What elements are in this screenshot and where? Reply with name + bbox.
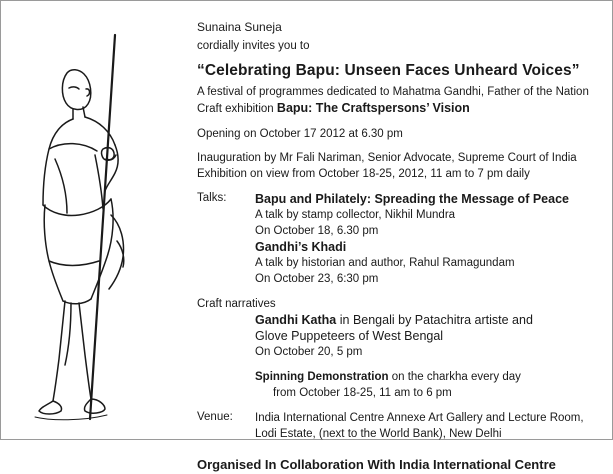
craft-exhibition-title: Bapu: The Craftspersons’ Vision xyxy=(276,101,470,115)
craft-exhibition-prefix: Craft exhibition xyxy=(197,103,274,115)
inauguration-line: Inauguration by Mr Fali Nariman, Senior Advocate, Supreme Court of India xyxy=(197,152,577,164)
sender-name: Sunaina Suneja xyxy=(197,20,282,34)
festival-description: A festival of programmes dedicated to Mahatma Gandhi, Father of the Nation xyxy=(197,86,589,98)
spinning-bold: Spinning Demonstration xyxy=(255,371,389,383)
talk-date-1: On October 18, 6.30 pm xyxy=(255,224,379,237)
talk-speaker-1: A talk by stamp collector, Nikhil Mundra xyxy=(255,209,456,221)
venue-block xyxy=(197,410,605,442)
craft-narratives-title-rest: in Bengali by Patachitra artiste and xyxy=(336,313,533,327)
venue-label: Venue: xyxy=(197,411,233,423)
opening-line: Opening on October 17 2012 at 6.30 pm xyxy=(197,128,403,140)
talk-title-2: Gandhi’s Khadi xyxy=(255,240,347,254)
event-headline: “Celebrating Bapu: Unseen Faces Unheard Voices” xyxy=(197,62,580,79)
talk-speaker-2: A talk by historian and author, Rahul Ramagundam xyxy=(255,257,515,269)
venue-line-2: Lodi Estate, (next to the World Bank), New Delhi xyxy=(255,428,502,440)
spinning-line2: from October 18-25, 11 am to 6 pm xyxy=(273,387,452,399)
gandhi-walking-line-drawing xyxy=(7,9,193,433)
invitation-text xyxy=(197,19,605,474)
craft-narratives-block xyxy=(197,296,605,360)
spinning-block xyxy=(197,369,605,401)
gandhi-illustration-svg xyxy=(7,9,193,433)
spinning-line1 xyxy=(255,369,605,385)
craft-narratives-title xyxy=(255,312,605,329)
organiser-footer: Organised In Collaboration With India International Centre xyxy=(197,457,556,472)
talks-block xyxy=(197,191,605,287)
craft-narratives-title-bold: Gandhi Katha xyxy=(255,313,337,327)
venue-line-1: India International Centre Annexe Art Gallery and Lecture Room, xyxy=(255,412,584,424)
talk-title-1: Bapu and Philately: Spreading the Message of Peace xyxy=(255,192,569,206)
craft-narratives-date: On October 20, 5 pm xyxy=(255,345,363,358)
talks-label: Talks: xyxy=(197,192,227,204)
exhibition-view-line: Exhibition on view from October 18-25, 2012, 11 am to 7 pm daily xyxy=(197,167,530,180)
spinning-rest: on the charkha every day xyxy=(388,371,521,383)
invite-line: cordially invites you to xyxy=(197,40,310,52)
craft-narratives-line2: Glove Puppeteers of West Bengal xyxy=(255,329,444,343)
talk-date-2: On October 23, 6:30 pm xyxy=(255,272,379,285)
craft-exhibition-line xyxy=(197,100,605,117)
craft-narratives-label: Craft narratives xyxy=(197,298,276,310)
